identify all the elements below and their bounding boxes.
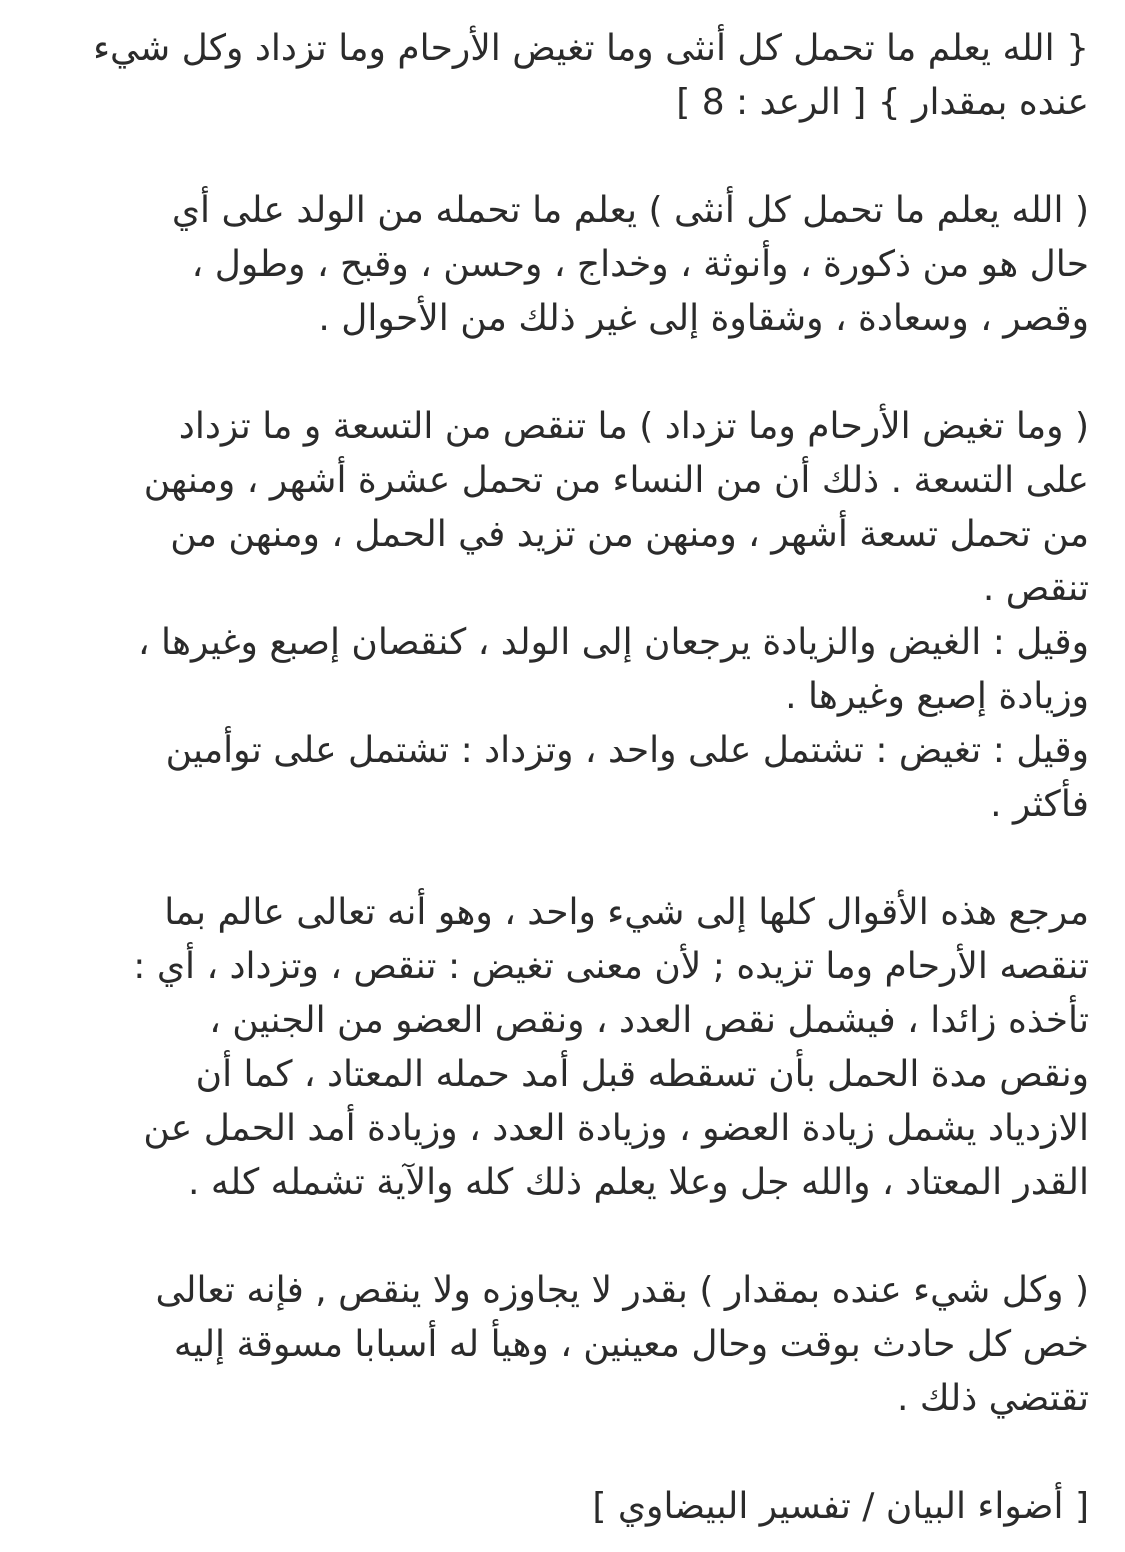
text-line: من تحمل تسعة أشهر ، ومنهن من تزيد في الحمل ، ومنهن من: [170, 514, 1089, 555]
text-line: خص كل حادث بوقت وحال معينين ، وهيأ له أسبابا مسوقة إليه: [173, 1324, 1089, 1365]
verse-paragraph: [40, 22, 1089, 130]
paragraph-gap: [40, 346, 1089, 400]
text-line: مرجع هذه الأقوال كلها إلى شيء واحد ، وهو أنه تعالى عالم بما: [164, 892, 1089, 933]
text-line: ( الله يعلم ما تحمل كل أنثى ) يعلم ما تحمله من الولد على أي: [171, 190, 1089, 231]
text-line: عنده بمقدار } [ الرعد : 8 ]: [676, 82, 1089, 123]
source-citation: [40, 1480, 1089, 1534]
text-line: ونقص مدة الحمل بأن تسقطه قبل أمد حمله المعتاد ، كما أن: [195, 1054, 1089, 1095]
text-line: الازدياد يشمل زيادة العضو ، وزيادة العدد ، وزيادة أمد الحمل عن: [143, 1108, 1089, 1149]
text-line: تنقصه الأرحام وما تزيده ; لأن معنى تغيض : تنقص ، وتزداد ، أي :: [133, 946, 1089, 987]
commentary-paragraph-4: [40, 1264, 1089, 1426]
text-line: حال هو من ذكورة ، وأنوثة ، وخداج ، وحسن ، وقبح ، وطول ،: [191, 244, 1089, 285]
paragraph-gap: [40, 130, 1089, 184]
text-line: تقتضي ذلك .: [897, 1378, 1089, 1419]
commentary-paragraph-1: [40, 184, 1089, 346]
text-line: وقصر ، وسعادة ، وشقاوة إلى غير ذلك من الأحوال .: [318, 298, 1089, 339]
text-line: ( وكل شيء عنده بمقدار ) بقدر لا يجاوزه ولا ينقص , فإنه تعالى: [155, 1270, 1089, 1311]
text-line: { الله يعلم ما تحمل كل أنثى وما تغيض الأرحام وما تزداد وكل شيء: [93, 28, 1089, 69]
text-line: [ أضواء البيان / تفسير البيضاوي ]: [592, 1486, 1089, 1527]
text-line: وزيادة إصبع وغيرها .: [785, 676, 1089, 717]
text-line: على التسعة . ذلك أن من النساء من تحمل عشرة أشهر ، ومنهن: [143, 460, 1089, 501]
text-line: وقيل : تغيض : تشتمل على واحد ، وتزداد : تشتمل على توأمين: [165, 730, 1089, 771]
paragraph-gap: [40, 1210, 1089, 1264]
paragraph-gap: [40, 832, 1089, 886]
commentary-paragraph-3: [40, 886, 1089, 1210]
text-line: تنقص .: [982, 568, 1089, 609]
paragraph-gap: [40, 1426, 1089, 1480]
text-line: القدر المعتاد ، والله جل وعلا يعلم ذلك كله والآية تشمله كله .: [187, 1162, 1089, 1203]
text-line: ( وما تغيض الأرحام وما تزداد ) ما تنقص من التسعة و ما تزداد: [178, 406, 1089, 447]
text-line: وقيل : الغيض والزيادة يرجعان إلى الولد ، كنقصان إصبع وغيرها ،: [137, 622, 1089, 663]
text-line: فأكثر .: [990, 784, 1089, 825]
commentary-paragraph-2: [40, 400, 1089, 832]
text-line: تأخذه زائدا ، فيشمل نقص العدد ، ونقص العضو من الجنين ،: [209, 1000, 1089, 1041]
